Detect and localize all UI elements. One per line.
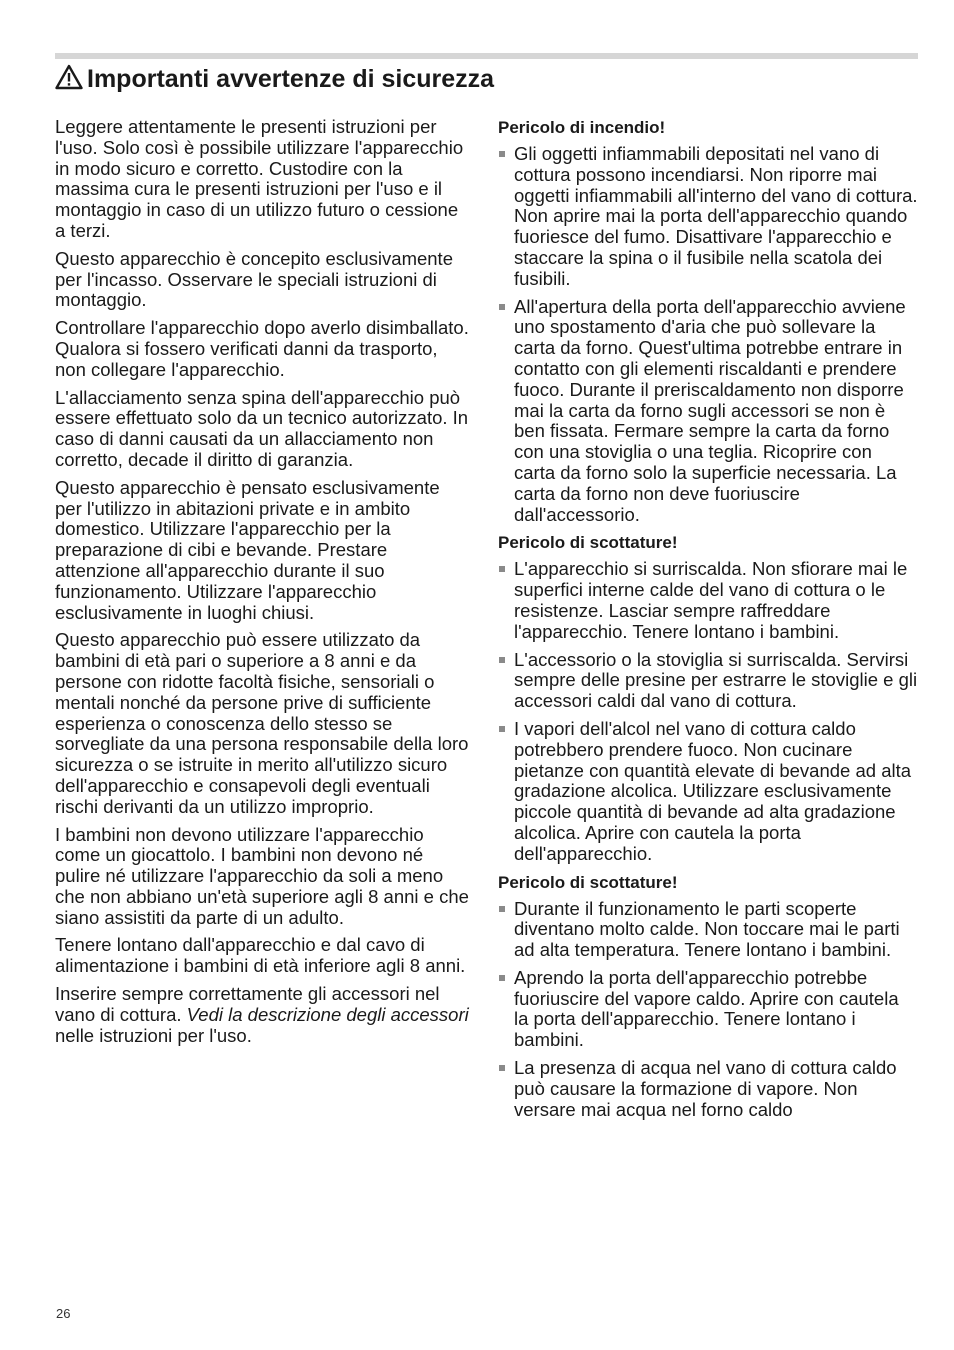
list-item <box>498 650 918 712</box>
list-item-text: Gli oggetti infiammabili depositati nel vano di cottura possono incendiarsi. Non riporre mai oggetti infiammabili all'interno del vano di cottura. Non aprire mai la porta dell'apparecchio quando fuoriesce del fumo. Disattivare l'apparecchio e staccare la spina o il fusibile nella scatola dei fusibili. <box>514 143 918 289</box>
list-item <box>498 1058 918 1120</box>
square-bullet-icon <box>499 906 505 912</box>
section-heading-burns-2: Pericolo di scottature! <box>498 872 678 892</box>
paragraph-keep-children-away: Tenere lontano dall'apparecchio e dal cavo di alimentazione i bambini di età inferiore agli 8 anni. <box>55 934 466 977</box>
list-item <box>498 144 918 290</box>
square-bullet-icon <box>499 566 505 572</box>
paragraph-children-persons: Questo apparecchio può essere utilizzato da bambini di età pari o superiore a 8 anni e da persone con ridotte facoltà fisiche, sensoriali o mentali nonché da persone prive di sufficiente esperienza o conoscenza dello stesso se sorvegliate da una persona responsabile della loro sicurezza o se istruite in merito all'utilizzo sicuro dell'apparecchio e consapevoli degli eventuali rischi derivanti da un utilizzo improprio. <box>55 629 469 817</box>
list-item-text: All'apertura della porta dell'apparecchio avviene uno spostamento d'aria che può sollevare la carta da forno. Quest'ultima potrebbe entrare in contatto con gli elementi riscaldanti e prendere fuoco. Durante il preriscaldamento non disporre mai la carta da forno sugli accessori se non è ben fissata. Fermare sempre la carta da forno con una stoviglia o una teglia. Ricoprire con carta da forno solo la superficie necessaria. La carta da forno non deve fuoriuscire dall'accessorio. <box>514 295 906 525</box>
list-item <box>498 719 918 865</box>
list-item <box>498 899 918 961</box>
list-item-text: Aprendo la porta dell'apparecchio potrebbe fuoriuscire del vapore caldo. Aprire con cautela la porta dell'apparecchio. Tenere lontano i bambini. <box>514 966 899 1051</box>
paragraph-domestic-use: Questo apparecchio è pensato esclusivamente per l'utilizzo in abitazioni private e in ambito domestico. Utilizzare l'apparecchio per la preparazione di cibi e bevande. Prestare attenzione all'apparecchio durante il suo funzionamento. Utilizzare l'apparecchio esclusivamente in luoghi chiusi. <box>55 476 440 623</box>
page-title <box>55 62 494 96</box>
accessories-reference: Vedi la descrizione degli accessori <box>186 1003 469 1025</box>
section-heading-burns-1: Pericolo di scottature! <box>498 533 678 553</box>
section-heading-fire: Pericolo di incendio! <box>498 118 666 137</box>
paragraph-children-play: I bambini non devono utilizzare l'apparecchio come un giocattolo. I bambini non devono né pulire né utilizzare l'apparecchio da soli a meno che non abbiano un'età superiore agli 8 anni e che siano assistiti da parte di un adulto. <box>55 823 469 928</box>
right-column <box>498 117 918 1127</box>
list-item <box>498 968 918 1051</box>
accessories-text-after: nelle istruzioni per l'uso. <box>55 1024 252 1046</box>
paragraph-check-appliance: Controllare l'apparecchio dopo averlo disimballato. Qualora si fossero verificati danni da trasporto, non collegare l'apparecchio. <box>55 317 469 380</box>
page-title-text: Importanti avvertenze di sicurezza <box>87 65 495 93</box>
square-bullet-icon <box>499 657 505 663</box>
paragraph-reading-instructions: Leggere attentamente le presenti istruzioni per l'uso. Solo così è possibile utilizzare l'apparecchio in modo sicuro e corretto. Custodire con la massima cura le presenti istruzioni per l'uso e il montaggio in caso di un utilizzo futuro o cessione a terzi. <box>55 116 464 241</box>
accessories-text-before: Inserire sempre correttamente gli accessori nel vano di cottura. <box>55 983 440 1025</box>
list-item-text: I vapori dell'alcol nel vano di cottura caldo potrebbero prendere fuoco. Non cucinare pietanze con quantità elevate di bevande ad alta gradazione alcolica. Utilizzare esclusivamente piccole quantità di bevande ad alta gradazione alcolica. Aprire con cautela la porta dell'apparecchio. <box>514 717 912 864</box>
square-bullet-icon <box>499 1065 505 1071</box>
list-item-text: L'apparecchio si surriscalda. Non sfiorare mai le superfici interne calde del vano di cottura o le resistenze. Lasciar sempre raffreddare l'apparecchio. Tenere lontano i bambini. <box>514 558 908 642</box>
warning-triangle-icon <box>55 64 83 90</box>
square-bullet-icon <box>499 726 505 732</box>
square-bullet-icon <box>499 975 505 981</box>
paragraph-accessories <box>55 984 469 1046</box>
left-column <box>55 117 469 1053</box>
list-item-text: La presenza di acqua nel vano di cottura caldo può causare la formazione di vapore. Non versare mai acqua nel forno caldo <box>514 1057 897 1120</box>
list-item-text: Durante il funzionamento le parti scoperte diventano molto calde. Non toccare mai le parti ad alta temperatura. Tenere lontano i bambini. <box>514 897 900 961</box>
page-number: 26 <box>56 1306 71 1321</box>
list-item <box>498 559 918 642</box>
paragraph-connection: L'allacciamento senza spina dell'apparecchio può essere effettuato solo da un tecnico autorizzato. In caso di danni causati da un allacciamento non corretto, decade il diritto di garanzia. <box>55 386 469 470</box>
square-bullet-icon <box>499 304 505 310</box>
list-item <box>498 297 918 526</box>
paragraph-built-in-only: Questo apparecchio è concepito esclusivamente per l'incasso. Osservare le speciali istruzioni di montaggio. <box>55 247 453 311</box>
square-bullet-icon <box>499 151 505 157</box>
list-item-text: L'accessorio o la stoviglia si surriscalda. Servirsi sempre delle presine per estrarre le stoviglie e gli accessori caldi dal vano di cottura. <box>514 648 918 712</box>
top-rule <box>55 53 918 59</box>
